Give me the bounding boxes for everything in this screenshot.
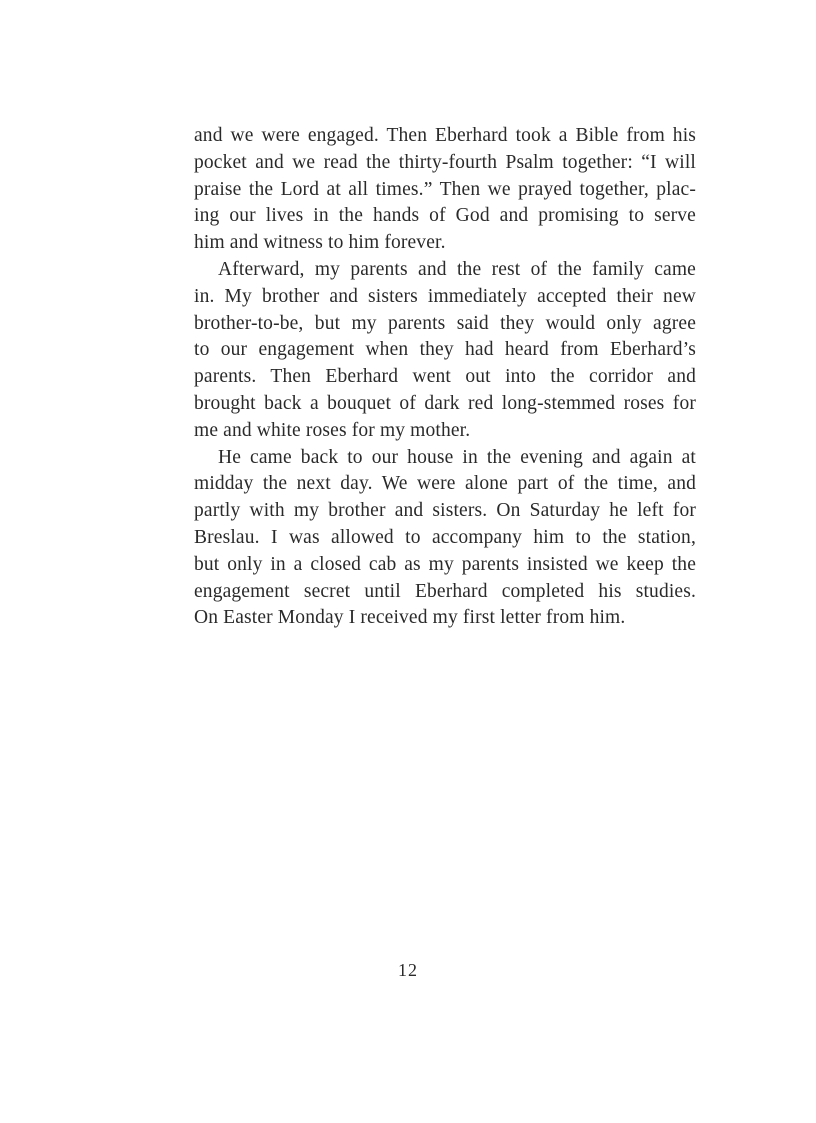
- text-line: him and witness to him forever.: [194, 232, 446, 254]
- text-line: brother-to-be, but my parents said they would only agree: [194, 312, 696, 334]
- text-line: Breslau. I was allowed to accompany him to the station,: [194, 526, 696, 548]
- text-line: but only in a closed cab as my parents insisted we keep the: [194, 553, 696, 575]
- text-line: me and white roses for my mother.: [194, 419, 471, 441]
- text-line: brought back a bouquet of dark red long-stemmed roses for: [194, 392, 696, 414]
- body-text: [194, 123, 696, 632]
- text-line: and we were engaged. Then Eberhard took a Bible from his: [194, 125, 696, 146]
- page-number: 12: [398, 960, 418, 980]
- text-line: praise the Lord at all times.” Then we prayed together, plac-: [194, 178, 696, 200]
- text-line: to our engagement when they had heard from Eberhard’s: [194, 339, 696, 361]
- text-line: He came back to our house in the evening and again at: [218, 446, 696, 468]
- text-line: parents. Then Eberhard went out into the corridor and: [194, 366, 696, 388]
- text-line: Afterward, my parents and the rest of the family came: [218, 258, 696, 280]
- text-line: On Easter Monday I received my first letter from him.: [194, 607, 626, 629]
- text-line: partly with my brother and sisters. On Saturday he left for: [194, 500, 696, 522]
- text-line: pocket and we read the thirty-fourth Psalm together: “I will: [194, 151, 696, 173]
- text-line: in. My brother and sisters immediately accepted their new: [194, 285, 696, 307]
- text-line: midday the next day. We were alone part of the time, and: [194, 473, 696, 495]
- text-line: ing our lives in the hands of God and promising to serve: [194, 205, 696, 227]
- text-line: engagement secret until Eberhard completed his studies.: [194, 580, 696, 602]
